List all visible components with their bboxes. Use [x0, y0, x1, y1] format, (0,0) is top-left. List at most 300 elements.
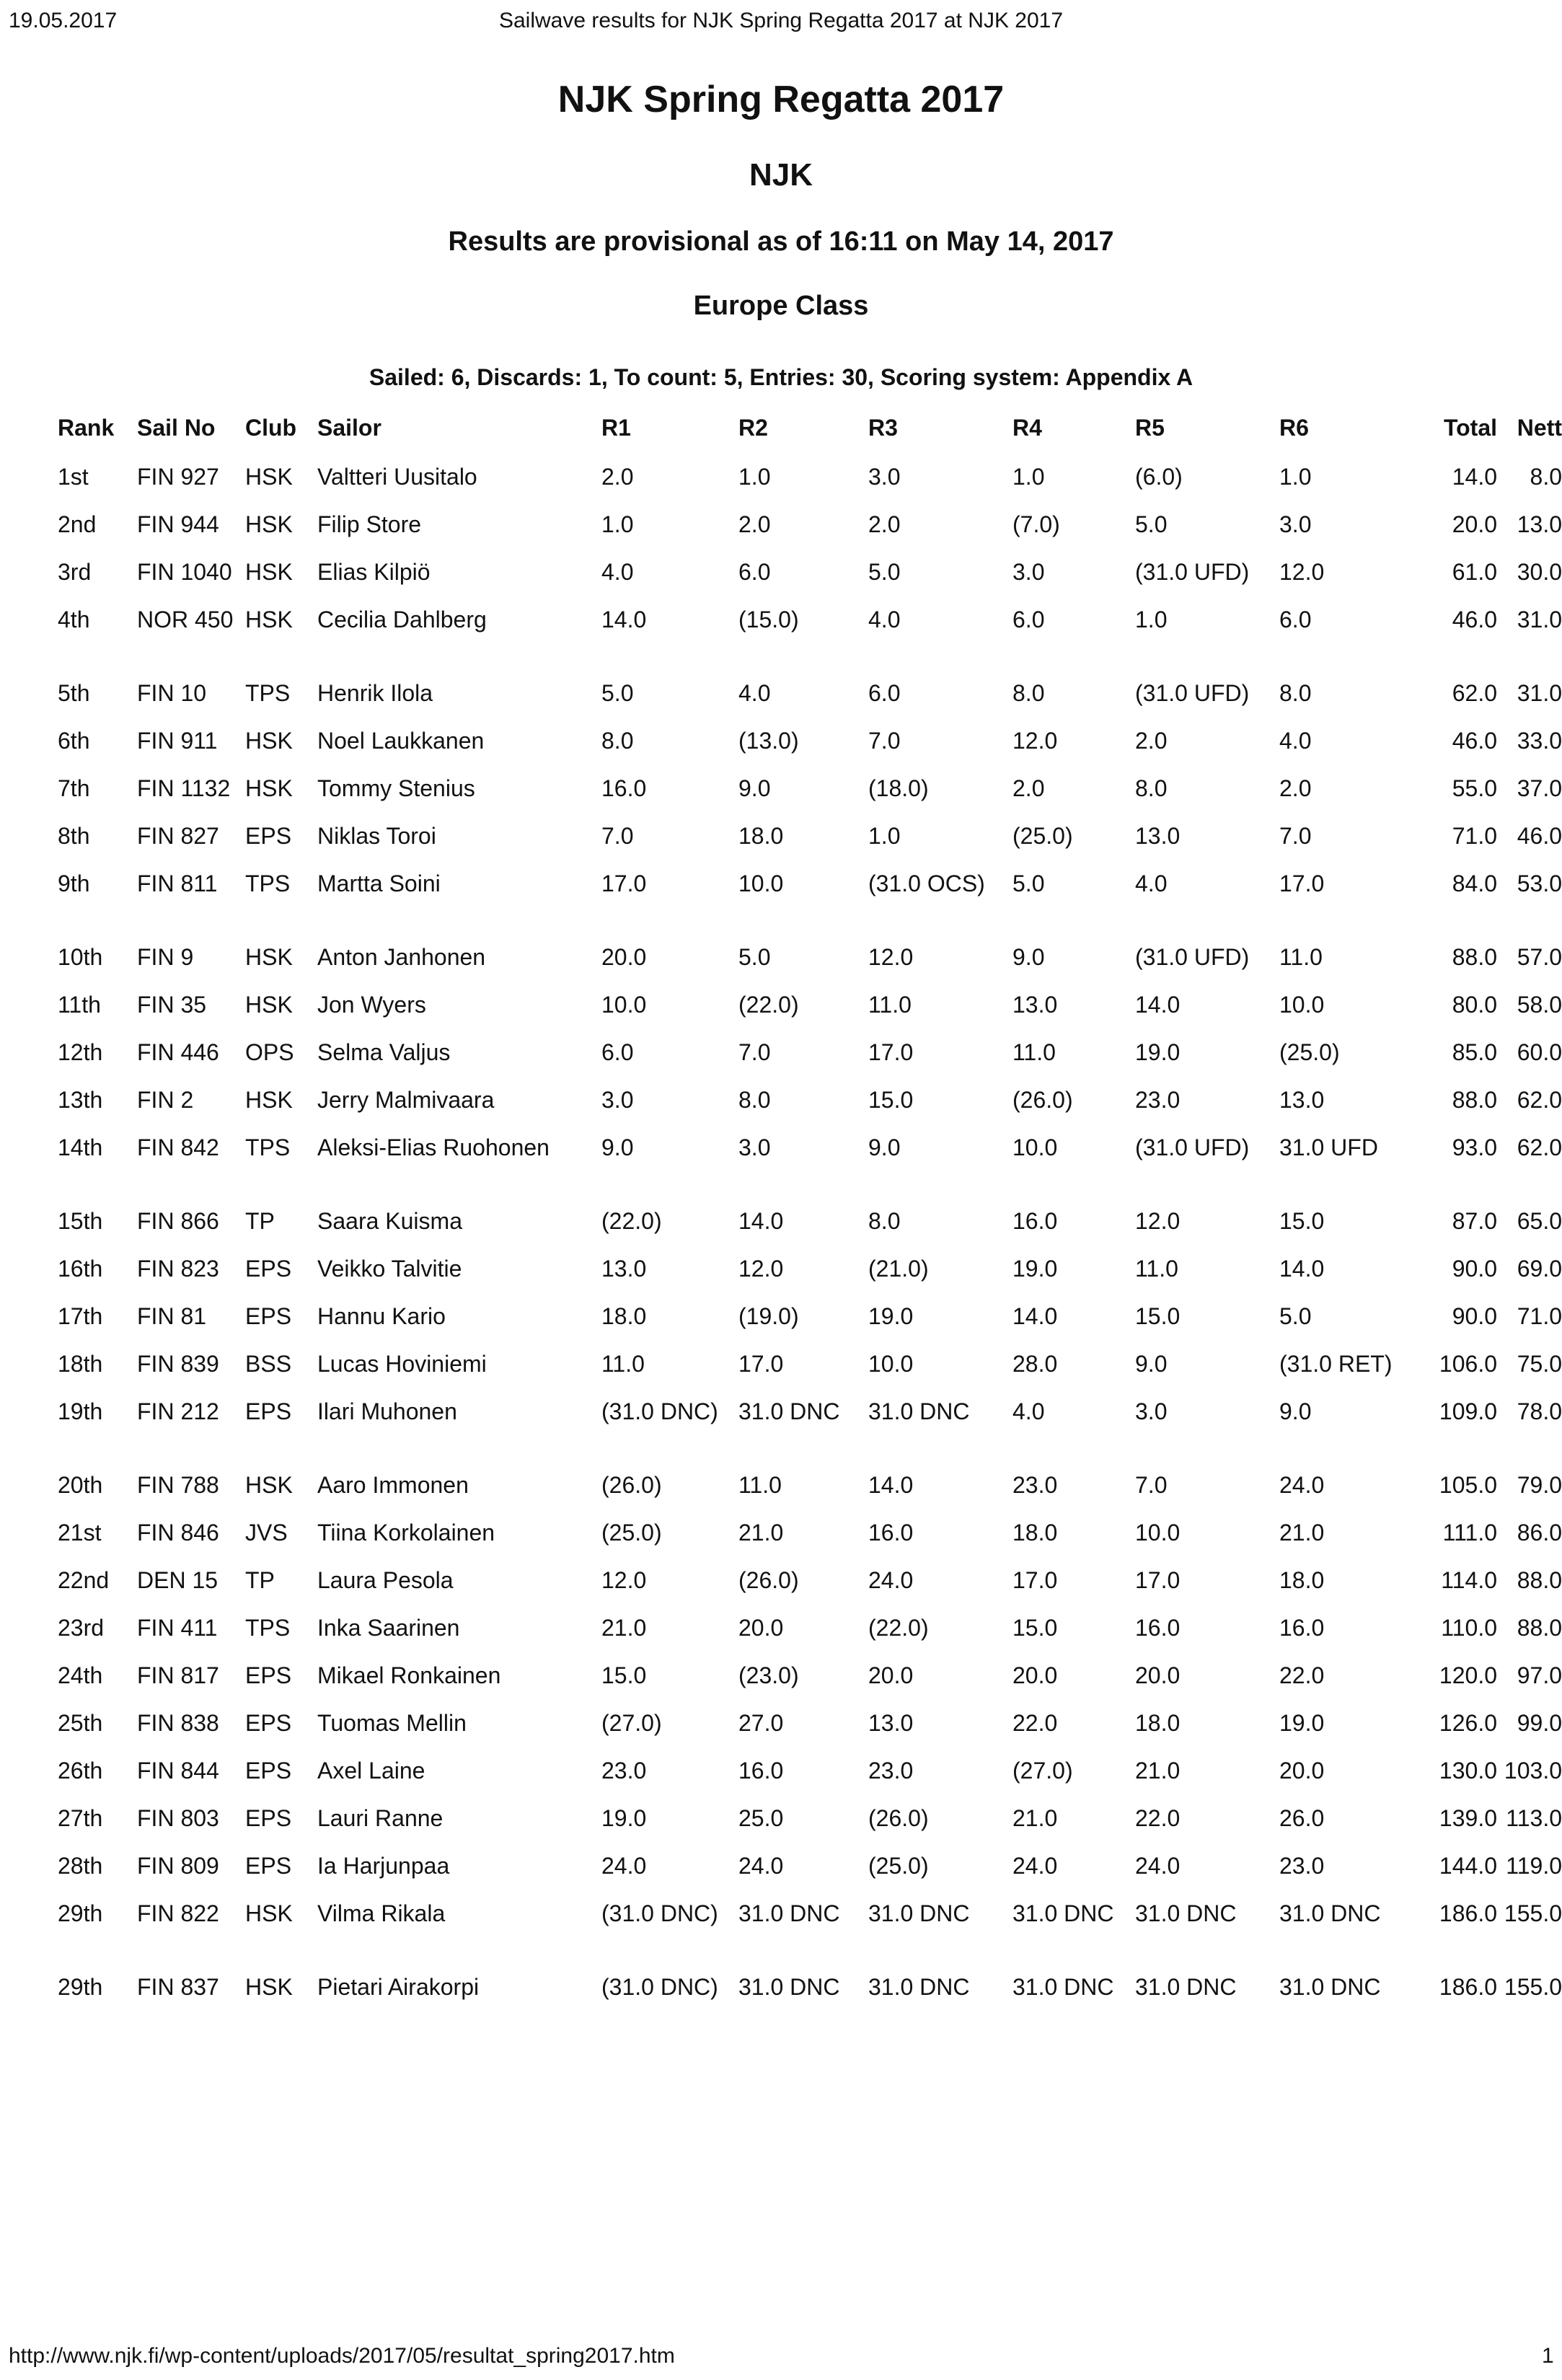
cell-sail-no: NOR 450 [137, 607, 234, 633]
cell-sail-no: FIN 839 [137, 1351, 219, 1377]
cell-r2: 31.0 DNC [738, 1398, 840, 1424]
cell-total: 46.0 [1452, 607, 1497, 633]
cell-r6: 14.0 [1279, 1256, 1325, 1282]
cell-nett: 31.0 [1517, 607, 1562, 633]
cell-sail-no: FIN 823 [137, 1256, 219, 1282]
cell-sailor: Lauri Ranne [317, 1805, 444, 1831]
cell-r1: 20.0 [601, 944, 647, 970]
cell-r6: (31.0 RET) [1279, 1351, 1393, 1377]
cell-total: 144.0 [1439, 1853, 1497, 1879]
cell-r3: 31.0 DNC [868, 1974, 970, 2000]
cell-sailor: Lucas Hoviniemi [317, 1351, 487, 1377]
column-header-r5: R5 [1135, 415, 1165, 441]
cell-total: 55.0 [1452, 775, 1497, 801]
cell-r2: (15.0) [738, 607, 799, 633]
cell-sail-no: FIN 1132 [137, 775, 231, 801]
cell-sailor: Tommy Stenius [317, 775, 475, 801]
column-header-total: Total [1443, 415, 1497, 441]
table-row [48, 1958, 1562, 2032]
cell-sail-no: FIN 10 [137, 680, 207, 706]
cell-total: 20.0 [1452, 511, 1497, 537]
table-row [48, 807, 1562, 855]
column-header-r4: R4 [1012, 415, 1042, 441]
cell-r5: 8.0 [1135, 775, 1168, 801]
cell-club: HSK [245, 992, 293, 1018]
cell-rank: 7th [58, 775, 90, 801]
cell-sailor: Henrik Ilola [317, 680, 433, 706]
cell-total: 120.0 [1439, 1662, 1497, 1688]
cell-r3: (18.0) [868, 775, 929, 801]
cell-r3: 12.0 [868, 944, 914, 970]
cell-sailor: Selma Valjus [317, 1039, 451, 1065]
cell-r4: 2.0 [1012, 775, 1045, 801]
cell-r5: 19.0 [1135, 1039, 1181, 1065]
cell-sailor: Ilari Muhonen [317, 1398, 457, 1424]
cell-nett: 119.0 [1506, 1853, 1562, 1879]
results-summary: Sailed: 6, Discards: 1, To count: 5, Entries: 30, Scoring system: Appendix A [369, 364, 1193, 390]
cell-total: 71.0 [1452, 823, 1497, 849]
cell-nett: 53.0 [1517, 871, 1562, 896]
cell-r3: (21.0) [868, 1256, 929, 1282]
cell-nett: 57.0 [1517, 944, 1562, 970]
class-title: Europe Class [693, 291, 869, 321]
cell-r6: 16.0 [1279, 1615, 1325, 1641]
cell-r4: 14.0 [1012, 1303, 1058, 1329]
cell-sail-no: FIN 846 [137, 1520, 219, 1546]
cell-r4: 21.0 [1012, 1805, 1058, 1831]
cell-r4: 20.0 [1012, 1662, 1058, 1688]
cell-r6: 4.0 [1279, 728, 1312, 754]
cell-r1: (27.0) [601, 1710, 662, 1736]
cell-nett: 71.0 [1517, 1303, 1562, 1329]
print-page-title: Sailwave results for NJK Spring Regatta 2017 at NJK 2017 [498, 9, 1064, 32]
cell-club: EPS [245, 1710, 292, 1736]
cell-sailor: Martta Soini [317, 871, 441, 896]
cell-sailor: Jon Wyers [317, 992, 426, 1018]
cell-r6: 22.0 [1279, 1662, 1325, 1688]
cell-r3: 16.0 [868, 1520, 914, 1546]
cell-r5: 22.0 [1135, 1805, 1181, 1831]
cell-r5: 7.0 [1135, 1472, 1168, 1498]
cell-sailor: Jerry Malmivaara [317, 1087, 495, 1113]
cell-club: TPS [245, 871, 291, 896]
column-header-sailor: Sailor [317, 415, 381, 441]
cell-r1: 12.0 [601, 1567, 647, 1593]
cell-rank: 2nd [58, 511, 97, 537]
cell-r6: 20.0 [1279, 1758, 1325, 1784]
cell-sailor: Tiina Korkolainen [317, 1520, 495, 1546]
cell-total: 61.0 [1452, 559, 1497, 585]
cell-total: 105.0 [1439, 1472, 1497, 1498]
provisional-status: Results are provisional as of 16:11 on May 14, 2017 [448, 226, 1114, 257]
cell-r3: 24.0 [868, 1567, 914, 1593]
cell-total: 88.0 [1452, 1087, 1497, 1113]
cell-total: 111.0 [1442, 1520, 1497, 1546]
cell-nett: 30.0 [1517, 559, 1562, 585]
cell-r3: (26.0) [868, 1805, 929, 1831]
table-row [48, 1504, 1562, 1551]
cell-r5: 23.0 [1135, 1087, 1181, 1113]
cell-r4: 19.0 [1012, 1256, 1058, 1282]
cell-sailor: Mikael Ronkainen [317, 1662, 501, 1688]
cell-r2: 5.0 [738, 944, 771, 970]
cell-nett: 33.0 [1517, 728, 1562, 754]
column-header-club: Club [245, 415, 297, 441]
cell-r4: 18.0 [1012, 1520, 1058, 1546]
cell-r2: 25.0 [738, 1805, 784, 1831]
table-row [48, 448, 1562, 495]
cell-r3: 3.0 [868, 464, 901, 490]
cell-sailor: Veikko Talvitie [317, 1256, 462, 1282]
cell-r1: (22.0) [601, 1208, 662, 1234]
cell-r6: 31.0 UFD [1279, 1134, 1378, 1160]
cell-sail-no: FIN 927 [137, 464, 219, 490]
cell-r1: (31.0 DNC) [601, 1974, 718, 2000]
cell-r3: 14.0 [868, 1472, 914, 1498]
cell-nett: 99.0 [1517, 1710, 1562, 1736]
table-row [48, 1335, 1562, 1383]
cell-nett: 86.0 [1517, 1520, 1562, 1546]
cell-r1: 6.0 [601, 1039, 634, 1065]
cell-total: 46.0 [1452, 728, 1497, 754]
cell-nett: 79.0 [1517, 1472, 1562, 1498]
cell-club: HSK [245, 511, 293, 537]
cell-r2: 31.0 DNC [738, 1974, 840, 2000]
cell-r3: 10.0 [868, 1351, 914, 1377]
cell-r5: 3.0 [1135, 1398, 1168, 1424]
cell-r4: 24.0 [1012, 1853, 1058, 1879]
cell-r5: 2.0 [1135, 728, 1168, 754]
table-row [48, 1287, 1562, 1335]
cell-club: OPS [245, 1039, 294, 1065]
cell-sail-no: FIN 2 [137, 1087, 194, 1113]
table-row [48, 976, 1562, 1023]
cell-total: 114.0 [1441, 1567, 1497, 1593]
cell-total: 186.0 [1439, 1900, 1497, 1926]
cell-club: BSS [245, 1351, 292, 1377]
cell-r2: 24.0 [738, 1853, 784, 1879]
cell-r4: 17.0 [1012, 1567, 1058, 1593]
cell-r6: 13.0 [1279, 1087, 1325, 1113]
cell-r3: 8.0 [868, 1208, 901, 1234]
cell-sailor: Tuomas Mellin [317, 1710, 467, 1736]
cell-r1: 1.0 [601, 511, 634, 537]
cell-sailor: Aleksi-Elias Ruohonen [317, 1134, 550, 1160]
table-row [48, 855, 1562, 928]
cell-rank: 15th [58, 1208, 103, 1234]
cell-sailor: Aaro Immonen [317, 1472, 469, 1498]
cell-sail-no: FIN 35 [137, 992, 207, 1018]
cell-r4: 16.0 [1012, 1208, 1058, 1234]
footer-url: http://www.njk.fi/wp-content/uploads/2017/05/resultat_spring2017.htm [9, 2344, 675, 2368]
cell-r1: 24.0 [601, 1853, 647, 1879]
cell-rank: 8th [58, 823, 90, 849]
cell-sail-no: FIN 446 [137, 1039, 219, 1065]
cell-sail-no: FIN 1040 [137, 559, 232, 585]
cell-r4: 5.0 [1012, 871, 1045, 896]
cell-r4: 15.0 [1012, 1615, 1058, 1641]
cell-r1: 23.0 [601, 1758, 647, 1784]
cell-r5: 4.0 [1135, 871, 1168, 896]
cell-r5: 1.0 [1135, 607, 1168, 633]
cell-rank: 18th [58, 1351, 103, 1377]
column-header-r6: R6 [1279, 415, 1309, 441]
cell-r6: 5.0 [1279, 1303, 1312, 1329]
cell-sail-no: FIN 811 [137, 871, 218, 896]
cell-r6: 31.0 DNC [1279, 1900, 1381, 1926]
cell-sail-no: FIN 838 [137, 1710, 219, 1736]
cell-club: HSK [245, 1087, 293, 1113]
cell-r4: 31.0 DNC [1012, 1900, 1114, 1926]
cell-r1: (26.0) [601, 1472, 662, 1498]
cell-rank: 28th [58, 1853, 103, 1879]
cell-r1: 17.0 [601, 871, 647, 896]
cell-r1: 19.0 [601, 1805, 647, 1831]
cell-r1: 21.0 [601, 1615, 647, 1641]
cell-club: HSK [245, 559, 293, 585]
cell-sail-no: FIN 842 [137, 1134, 219, 1160]
cell-rank: 9th [58, 871, 90, 896]
cell-r4: 22.0 [1012, 1710, 1058, 1736]
cell-sailor: Axel Laine [317, 1758, 425, 1784]
cell-r4: 12.0 [1012, 728, 1058, 754]
cell-r4: 6.0 [1012, 607, 1045, 633]
cell-r6: 21.0 [1279, 1520, 1325, 1546]
column-header-r1: R1 [601, 415, 631, 441]
cell-r2: 6.0 [738, 559, 771, 585]
cell-total: 90.0 [1452, 1303, 1497, 1329]
cell-r6: 11.0 [1279, 944, 1323, 970]
table-row [48, 591, 1562, 664]
cell-r5: 21.0 [1135, 1758, 1181, 1784]
cell-total: 139.0 [1439, 1805, 1497, 1831]
cell-nett: 103.0 [1504, 1758, 1562, 1784]
cell-r4: 3.0 [1012, 559, 1045, 585]
cell-r4: 28.0 [1012, 1351, 1058, 1377]
cell-r1: 3.0 [601, 1087, 634, 1113]
cell-r5: 11.0 [1135, 1256, 1178, 1282]
cell-club: TPS [245, 680, 291, 706]
cell-r3: 17.0 [868, 1039, 914, 1065]
cell-rank: 29th [58, 1900, 103, 1926]
cell-rank: 10th [58, 944, 103, 970]
cell-sailor: Saara Kuisma [317, 1208, 462, 1234]
cell-r6: 7.0 [1279, 823, 1312, 849]
cell-r5: (6.0) [1135, 464, 1183, 490]
cell-r6: 1.0 [1279, 464, 1312, 490]
cell-rank: 5th [58, 680, 90, 706]
cell-nett: 58.0 [1517, 992, 1562, 1018]
cell-r4: 1.0 [1012, 464, 1045, 490]
venue-title: NJK [749, 157, 813, 193]
cell-club: HSK [245, 1974, 293, 2000]
cell-r2: 1.0 [738, 464, 771, 490]
table-row [48, 1789, 1562, 1837]
cell-r2: 10.0 [738, 871, 784, 896]
cell-club: EPS [245, 1398, 292, 1424]
cell-r5: 15.0 [1135, 1303, 1181, 1329]
cell-r1: 7.0 [601, 823, 634, 849]
cell-r5: 16.0 [1135, 1615, 1181, 1641]
cell-r2: 27.0 [738, 1710, 784, 1736]
table-row [48, 543, 1562, 591]
cell-r6: 6.0 [1279, 607, 1312, 633]
table-row [48, 1551, 1562, 1599]
cell-r2: (22.0) [738, 992, 799, 1018]
cell-club: HSK [245, 1900, 293, 1926]
cell-r2: 12.0 [738, 1256, 784, 1282]
cell-r4: (27.0) [1012, 1758, 1073, 1784]
cell-club: TP [245, 1208, 275, 1234]
cell-r5: 18.0 [1135, 1710, 1181, 1736]
table-row [48, 712, 1562, 759]
column-header-sail-no: Sail No [137, 415, 216, 441]
cell-r4: 13.0 [1012, 992, 1058, 1018]
cell-r3: 2.0 [868, 511, 901, 537]
cell-r1: (31.0 DNC) [601, 1398, 718, 1424]
cell-r6: 3.0 [1279, 511, 1312, 537]
footer-page-number: 1 [1542, 2344, 1554, 2368]
cell-r6: 2.0 [1279, 775, 1312, 801]
cell-r4: 23.0 [1012, 1472, 1058, 1498]
cell-club: HSK [245, 728, 293, 754]
cell-r1: 9.0 [601, 1134, 634, 1160]
cell-sailor: Anton Janhonen [317, 944, 486, 970]
cell-r3: (22.0) [868, 1615, 929, 1641]
cell-sailor: Noel Laukkanen [317, 728, 485, 754]
cell-nett: 60.0 [1517, 1039, 1562, 1065]
print-date: 19.05.2017 [9, 9, 118, 32]
table-row [48, 1383, 1562, 1456]
cell-r6: 18.0 [1279, 1567, 1325, 1593]
cell-r3: (31.0 OCS) [868, 871, 985, 896]
cell-rank: 3rd [58, 559, 92, 585]
cell-r2: (23.0) [738, 1662, 799, 1688]
cell-nett: 62.0 [1517, 1134, 1562, 1160]
table-row [48, 495, 1562, 543]
cell-r1: 13.0 [601, 1256, 647, 1282]
column-header-rank: Rank [58, 415, 115, 441]
cell-r2: 14.0 [738, 1208, 784, 1234]
cell-r1: 16.0 [601, 775, 647, 801]
cell-total: 88.0 [1452, 944, 1497, 970]
cell-r1: 18.0 [601, 1303, 647, 1329]
cell-r2: (19.0) [738, 1303, 799, 1329]
cell-r6: 17.0 [1279, 871, 1325, 896]
cell-r5: 31.0 DNC [1135, 1974, 1237, 2000]
cell-nett: 113.0 [1506, 1805, 1562, 1831]
cell-total: 62.0 [1452, 680, 1497, 706]
table-row [48, 1599, 1562, 1647]
cell-r3: 5.0 [868, 559, 901, 585]
cell-r3: 11.0 [868, 992, 912, 1018]
cell-sailor: Filip Store [317, 511, 422, 537]
cell-total: 126.0 [1439, 1710, 1497, 1736]
cell-r1: 14.0 [601, 607, 647, 633]
cell-nett: 46.0 [1517, 823, 1562, 849]
cell-sail-no: FIN 944 [137, 511, 219, 537]
cell-r6: 12.0 [1279, 559, 1325, 585]
cell-sail-no: FIN 822 [137, 1900, 219, 1926]
cell-r6: 26.0 [1279, 1805, 1325, 1831]
cell-r1: 15.0 [601, 1662, 647, 1688]
cell-rank: 25th [58, 1710, 103, 1736]
table-row [48, 1837, 1562, 1885]
cell-rank: 23rd [58, 1615, 105, 1641]
cell-r5: 14.0 [1135, 992, 1181, 1018]
cell-r5: 9.0 [1135, 1351, 1168, 1377]
cell-sail-no: FIN 844 [137, 1758, 219, 1784]
cell-r1: (25.0) [601, 1520, 662, 1546]
cell-sailor: Cecilia Dahlberg [317, 607, 487, 633]
cell-sailor: Valtteri Uusitalo [317, 464, 477, 490]
cell-club: EPS [245, 1853, 292, 1879]
cell-r3: 15.0 [868, 1087, 914, 1113]
cell-club: EPS [245, 823, 292, 849]
cell-total: 93.0 [1452, 1134, 1497, 1160]
cell-r3: 13.0 [868, 1710, 914, 1736]
cell-r6: 9.0 [1279, 1398, 1312, 1424]
cell-rank: 1st [58, 464, 89, 490]
cell-nett: 8.0 [1530, 464, 1562, 490]
column-header-r2: R2 [738, 415, 768, 441]
cell-r3: 31.0 DNC [868, 1398, 970, 1424]
cell-r4: 10.0 [1012, 1134, 1058, 1160]
cell-r3: 19.0 [868, 1303, 914, 1329]
cell-r4: 31.0 DNC [1012, 1974, 1114, 2000]
cell-r2: 2.0 [738, 511, 771, 537]
cell-sailor: Laura Pesola [317, 1567, 454, 1593]
cell-r1: 10.0 [601, 992, 647, 1018]
cell-r4: (7.0) [1012, 511, 1060, 537]
cell-rank: 26th [58, 1758, 103, 1784]
cell-r1: 11.0 [601, 1351, 645, 1377]
cell-club: EPS [245, 1256, 292, 1282]
cell-sailor: Niklas Toroi [317, 823, 436, 849]
cell-rank: 21st [58, 1520, 102, 1546]
cell-sail-no: DEN 15 [137, 1567, 219, 1593]
table-row [48, 1119, 1562, 1192]
cell-sail-no: FIN 837 [137, 1974, 219, 2000]
cell-rank: 4th [58, 607, 90, 633]
cell-total: 90.0 [1452, 1256, 1497, 1282]
cell-club: HSK [245, 1472, 293, 1498]
cell-rank: 29th [58, 1974, 103, 2000]
cell-club: EPS [245, 1303, 292, 1329]
cell-sail-no: FIN 212 [137, 1398, 219, 1424]
cell-r4: (25.0) [1012, 823, 1073, 849]
cell-total: 87.0 [1452, 1208, 1497, 1234]
cell-r2: 17.0 [738, 1351, 784, 1377]
cell-r3: 6.0 [868, 680, 901, 706]
column-header-r3: R3 [868, 415, 898, 441]
cell-total: 106.0 [1439, 1351, 1497, 1377]
cell-nett: 78.0 [1517, 1398, 1562, 1424]
cell-club: HSK [245, 944, 293, 970]
cell-club: TPS [245, 1134, 291, 1160]
table-row [48, 1647, 1562, 1694]
cell-r3: (25.0) [868, 1853, 929, 1879]
cell-club: HSK [245, 464, 293, 490]
cell-r2: 18.0 [738, 823, 784, 849]
cell-rank: 27th [58, 1805, 103, 1831]
cell-r3: 4.0 [868, 607, 901, 633]
cell-sailor: Elias Kilpiö [317, 559, 431, 585]
cell-nett: 155.0 [1504, 1900, 1562, 1926]
cell-r5: 31.0 DNC [1135, 1900, 1237, 1926]
cell-rank: 20th [58, 1472, 103, 1498]
cell-rank: 11th [58, 992, 101, 1018]
